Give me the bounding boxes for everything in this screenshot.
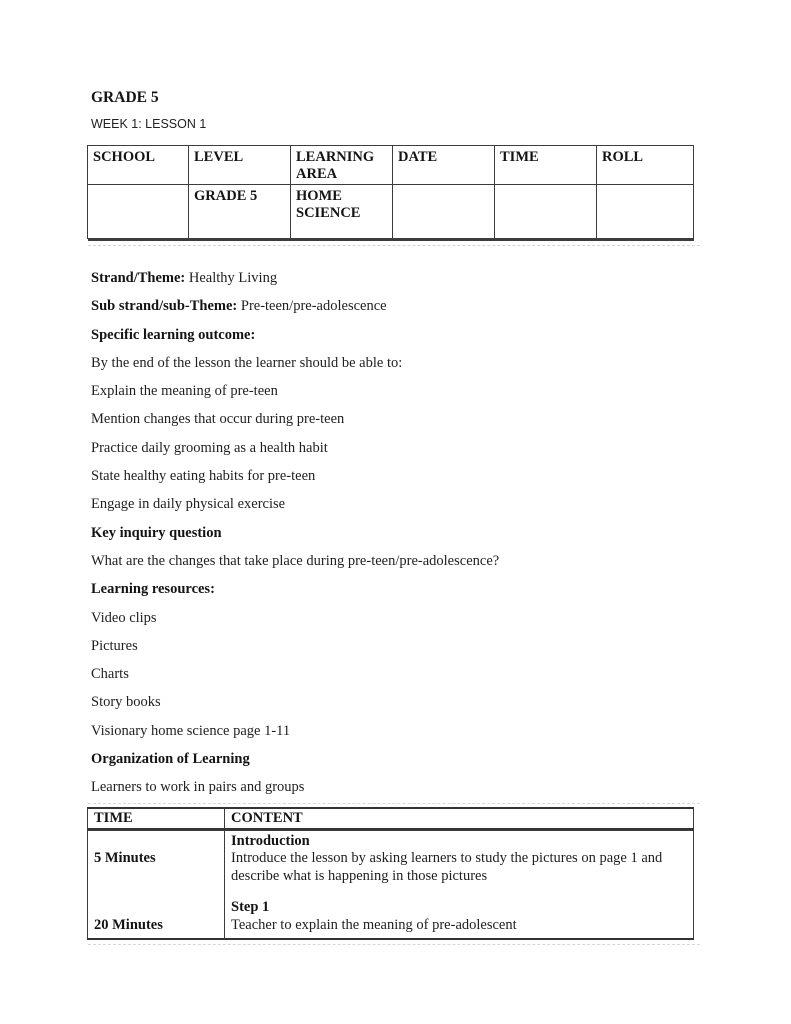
paragraph-label: Sub strand/sub-Theme:	[91, 298, 238, 315]
content-heading-step-1: Step 1	[231, 899, 270, 916]
paragraph-organization-heading	[91, 750, 693, 769]
week-lesson-subtitle: WEEK 1: LESSON 1	[91, 117, 207, 131]
paragraph-key-inquiry-question	[91, 552, 693, 571]
paragraph-label: Specific learning outcome:	[91, 326, 256, 343]
paragraph-text: State healthy eating habits for pre-teen	[91, 468, 316, 485]
paragraph-label: Learning resources:	[91, 581, 215, 598]
plan-header-time: TIME	[88, 808, 225, 829]
paragraph-resource-5	[91, 722, 693, 741]
paragraph-text: By the end of the lesson the learner should be able to:	[91, 354, 403, 371]
info-table-header-row	[88, 146, 694, 185]
content-text-step-1: Teacher to explain the meaning of pre-adolescent	[231, 916, 517, 933]
paragraph-text: Engage in daily physical exercise	[91, 496, 286, 513]
content-text-introduction: Introduce the lesson by asking learners to study the pictures on page 1 and describe what is happening in those pictures	[231, 850, 663, 884]
paragraph-outcome-5	[91, 495, 693, 514]
paragraph-outcome-intro	[91, 354, 693, 373]
paragraph-text: Learners to work in pairs and groups	[91, 779, 305, 796]
paragraph-text: Story books	[91, 694, 161, 711]
lesson-info-table	[87, 145, 694, 241]
paragraph-learning-resources-heading	[91, 580, 693, 599]
lesson-details-section	[91, 269, 693, 797]
paragraph-outcome-4	[91, 467, 693, 486]
paragraph-resource-4	[91, 693, 693, 712]
paragraph-text: Healthy Living	[185, 270, 278, 286]
paragraph-sub-strand	[91, 297, 693, 316]
plan-content-cell	[225, 830, 694, 939]
paragraph-label: Key inquiry question	[91, 524, 222, 541]
info-header-roll: ROLL	[597, 146, 694, 185]
time-entry-20-minutes: 20 Minutes	[94, 916, 163, 933]
info-value-date	[393, 185, 495, 239]
paragraph-outcome-1	[91, 382, 693, 401]
time-entry-5-minutes: 5 Minutes	[94, 850, 156, 867]
plan-table-body-row	[88, 830, 694, 939]
paragraph-specific-outcome-heading	[91, 326, 693, 345]
info-header-date: DATE	[393, 146, 495, 185]
info-value-time	[495, 185, 597, 239]
content-heading-introduction: Introduction	[231, 832, 310, 849]
info-value-learning-area: HOME SCIENCE	[291, 185, 393, 239]
paragraph-text: Mention changes that occur during pre-teen	[91, 411, 345, 428]
info-table-value-row	[88, 185, 694, 239]
paragraph-text: Charts	[91, 666, 129, 683]
info-header-level: LEVEL	[189, 146, 291, 185]
paragraph-text: Explain the meaning of pre-teen	[91, 383, 278, 400]
paragraph-text: Video clips	[91, 609, 157, 626]
paragraph-text: Pictures	[91, 637, 138, 654]
paragraph-label: Strand/Theme:	[91, 270, 186, 286]
paragraph-text: Visionary home science page 1-11	[91, 722, 291, 739]
paragraph-outcome-2	[91, 410, 693, 429]
paragraph-resource-3	[91, 665, 693, 684]
info-header-learning-area: LEARNING AREA	[291, 146, 393, 185]
paragraph-key-inquiry-heading	[91, 524, 693, 543]
paragraph-label: Organization of Learning	[91, 751, 250, 768]
plan-header-content: CONTENT	[225, 808, 694, 829]
lesson-plan-table	[87, 807, 694, 941]
plan-table-header-row	[88, 808, 694, 829]
info-value-level: GRADE 5	[189, 185, 291, 239]
paragraph-outcome-3	[91, 439, 693, 458]
paragraph-organization-detail	[91, 778, 693, 797]
info-value-school	[88, 185, 189, 239]
paragraph-resource-1	[91, 609, 693, 628]
info-value-roll	[597, 185, 694, 239]
paragraph-text: Pre-teen/pre-adolescence	[237, 298, 387, 315]
grade-title: GRADE 5	[91, 89, 159, 106]
paragraph-text: Practice daily grooming as a health habit	[91, 439, 328, 456]
paragraph-strand-theme	[91, 269, 693, 288]
paragraph-text: What are the changes that take place during pre-teen/pre-adolescence?	[91, 552, 500, 569]
info-header-school: SCHOOL	[88, 146, 189, 185]
paragraph-resource-2	[91, 637, 693, 656]
info-header-time: TIME	[495, 146, 597, 185]
plan-time-cell	[88, 830, 225, 939]
